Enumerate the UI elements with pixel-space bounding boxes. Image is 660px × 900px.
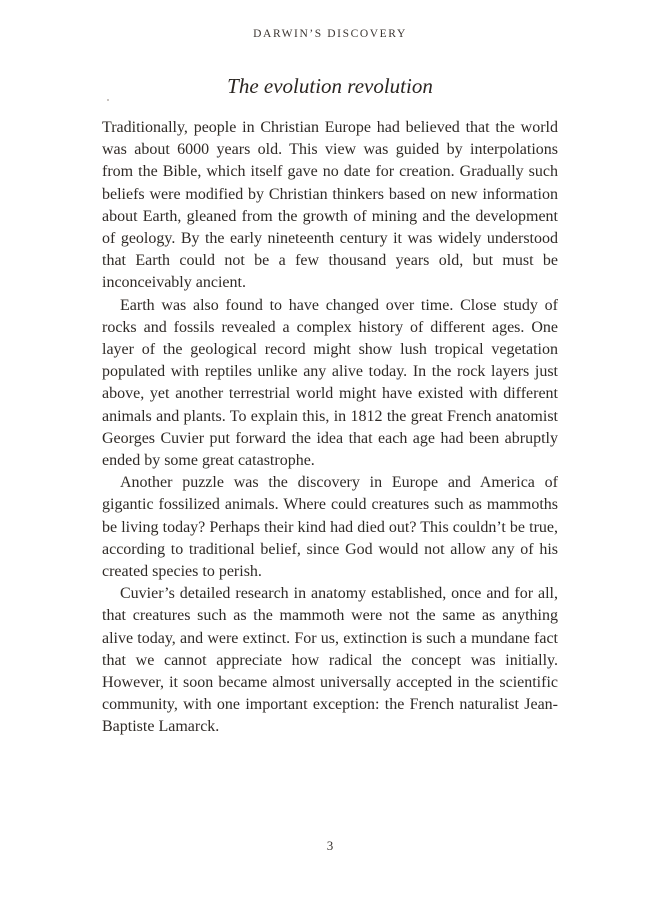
paragraph-1: Traditionally, people in Christian Europe had believed that the world was about 6000 years old. This view was guided by interpolations from the Bible, which itself gave no date for creation. Gradually such beliefs were modified by Christian thinkers based on new information about Earth, gleaned from the growth of mining and the development of geology. By the early nineteenth century it was widely understood that Earth could not be a few thousand years old, but must be inconceivably ancient. <box>102 119 558 292</box>
body-text <box>102 117 558 739</box>
paragraph-3: Another puzzle was the discovery in Europe and America of gigantic fossilized animals. Where could creatures such as mammoths be living today? Perhaps their kind had died out? This couldn’t be true, according to traditional belief, since God would not allow any of his created species to perish. <box>102 474 558 581</box>
scan-speck <box>107 99 109 101</box>
paragraph-4: Cuvier’s detailed research in anatomy established, once and for all, that creatures such as the mammoth were not the same as anything alive today, and were extinct. For us, extinction is such a mundane fact that we cannot appreciate how radical the concept was initially. However, it soon became almost universally accepted in the scientific community, with one important exception: the French naturalist Jean-Baptiste Lamarck. <box>102 585 558 736</box>
paragraph-2: Earth was also found to have changed over time. Close study of rocks and fossils revealed a complex history of different ages. One layer of the geological record might show lush tropical vegetation populated with reptiles unlike any alive today. In the rock layers just above, yet another terrestrial world might have existed with different animals and plants. To explain this, in 1812 the great French anatomist Georges Cuvier put forward the idea that each age had been abruptly ended by some great catastrophe. <box>102 296 558 470</box>
section-title: The evolution revolution <box>227 74 433 98</box>
page-number: 3 <box>326 838 334 853</box>
running-head: DARWIN’S DISCOVERY <box>253 28 407 40</box>
